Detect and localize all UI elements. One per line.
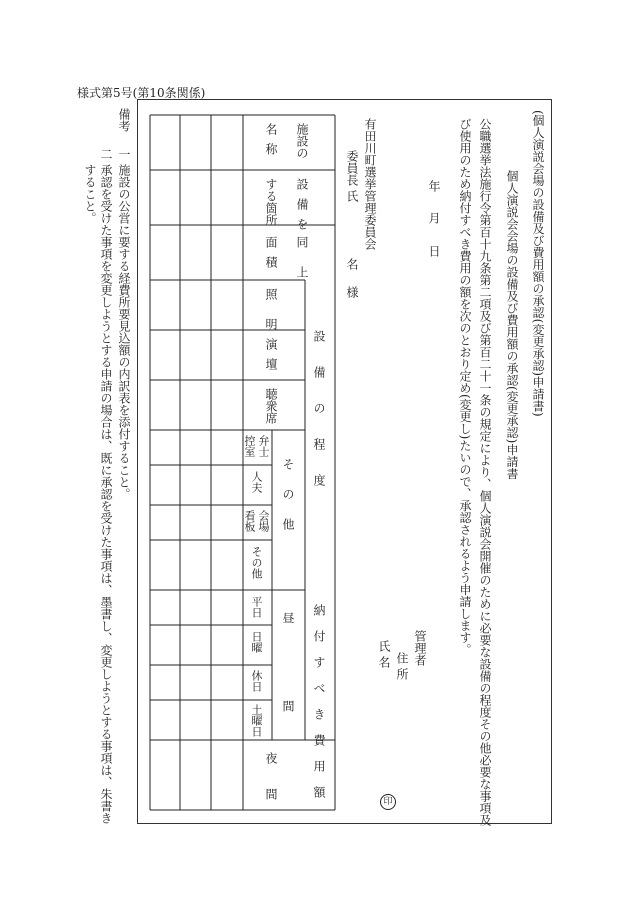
date-month: 月 <box>427 212 441 224</box>
waiting-room-label-a: 弁士 <box>257 435 270 457</box>
staff-label: 人夫 <box>250 471 263 493</box>
note-2-text-line-2: すること。 <box>83 164 97 224</box>
lighting-label: 照明 <box>264 288 278 348</box>
saturday-label: 土曜日 <box>250 704 263 737</box>
body-text-line-2: び使用のため納付すべき費用の額を次のとおり定め(変更し)たいので、承認されるよう申請します。 <box>458 118 472 656</box>
facility-name-label: 名称 <box>264 123 278 163</box>
daytime-label: 昼間 <box>281 612 295 788</box>
applicant-name-label: 氏 名 <box>377 640 391 668</box>
weekday-label: 平日 <box>250 596 263 618</box>
area-label-a: 同上 <box>295 236 309 296</box>
note-1-text: 施設の公営に要する経費所要見込額の内訳表を添付すること。 <box>117 164 131 500</box>
audience-seats-label: 聴衆席 <box>264 388 278 424</box>
location-label-a: 設備を <box>295 178 309 238</box>
location-label-b: する箇所 <box>264 178 278 226</box>
holiday-label: 休日 <box>250 670 263 692</box>
equipment-group-label: 設備の程度 <box>312 330 326 510</box>
notes-label: 備考 <box>117 108 131 132</box>
signboard-label-a: 会場 <box>257 510 270 532</box>
other-group-label: その他 <box>281 458 295 548</box>
seal-mark: 印 <box>380 794 396 810</box>
signboard-label-b: 看板 <box>243 510 256 532</box>
night-label: 夜間 <box>264 752 278 824</box>
document-heading: (個人演説会場の設備及び費用額の承認(変更承認)申請書) <box>531 110 545 417</box>
stage-label: 演壇 <box>264 338 278 378</box>
form-number-label: 様式第5号(第10条関係) <box>77 86 206 100</box>
note-1-number: 一 <box>117 148 131 160</box>
sunday-label: 日曜 <box>250 631 263 653</box>
form-title: 個人演説会会場の設備及び費用額の承認(変更承認)申請書 <box>505 170 519 480</box>
applicant-role: 管理者 <box>413 630 427 666</box>
other-misc-label: その他 <box>250 546 263 579</box>
note-2-text-line-1: 承認を受けた事項を変更しようとする申請の場合は、既に承認を受けた事項は、墨書し、変更しようとする事項は、朱書き <box>99 164 113 824</box>
date-day: 日 <box>427 245 441 257</box>
addressee-chair: 委員長 氏 <box>345 150 359 202</box>
body-text-line-1: 公職選挙法施行令第百十九条第二項及び第百二十一条の規定により、個人演説会開催のために必要な設備の程度その他必要な事項及 <box>478 118 492 826</box>
facility-header: 施設の <box>295 123 309 159</box>
addressee-honorific: 様 <box>345 286 359 298</box>
area-label-b: 面積 <box>264 236 278 276</box>
applicant-address-label: 住 所 <box>395 652 409 680</box>
note-2-number: 二 <box>99 148 113 160</box>
date-year: 年 <box>427 180 441 192</box>
addressee-organization: 有田川町選挙管理委員会 <box>363 118 377 250</box>
waiting-room-label-b: 控室 <box>243 435 256 457</box>
fee-group-label: 納付すべき費用額 <box>312 604 326 812</box>
addressee-name-label: 名 <box>345 258 359 270</box>
